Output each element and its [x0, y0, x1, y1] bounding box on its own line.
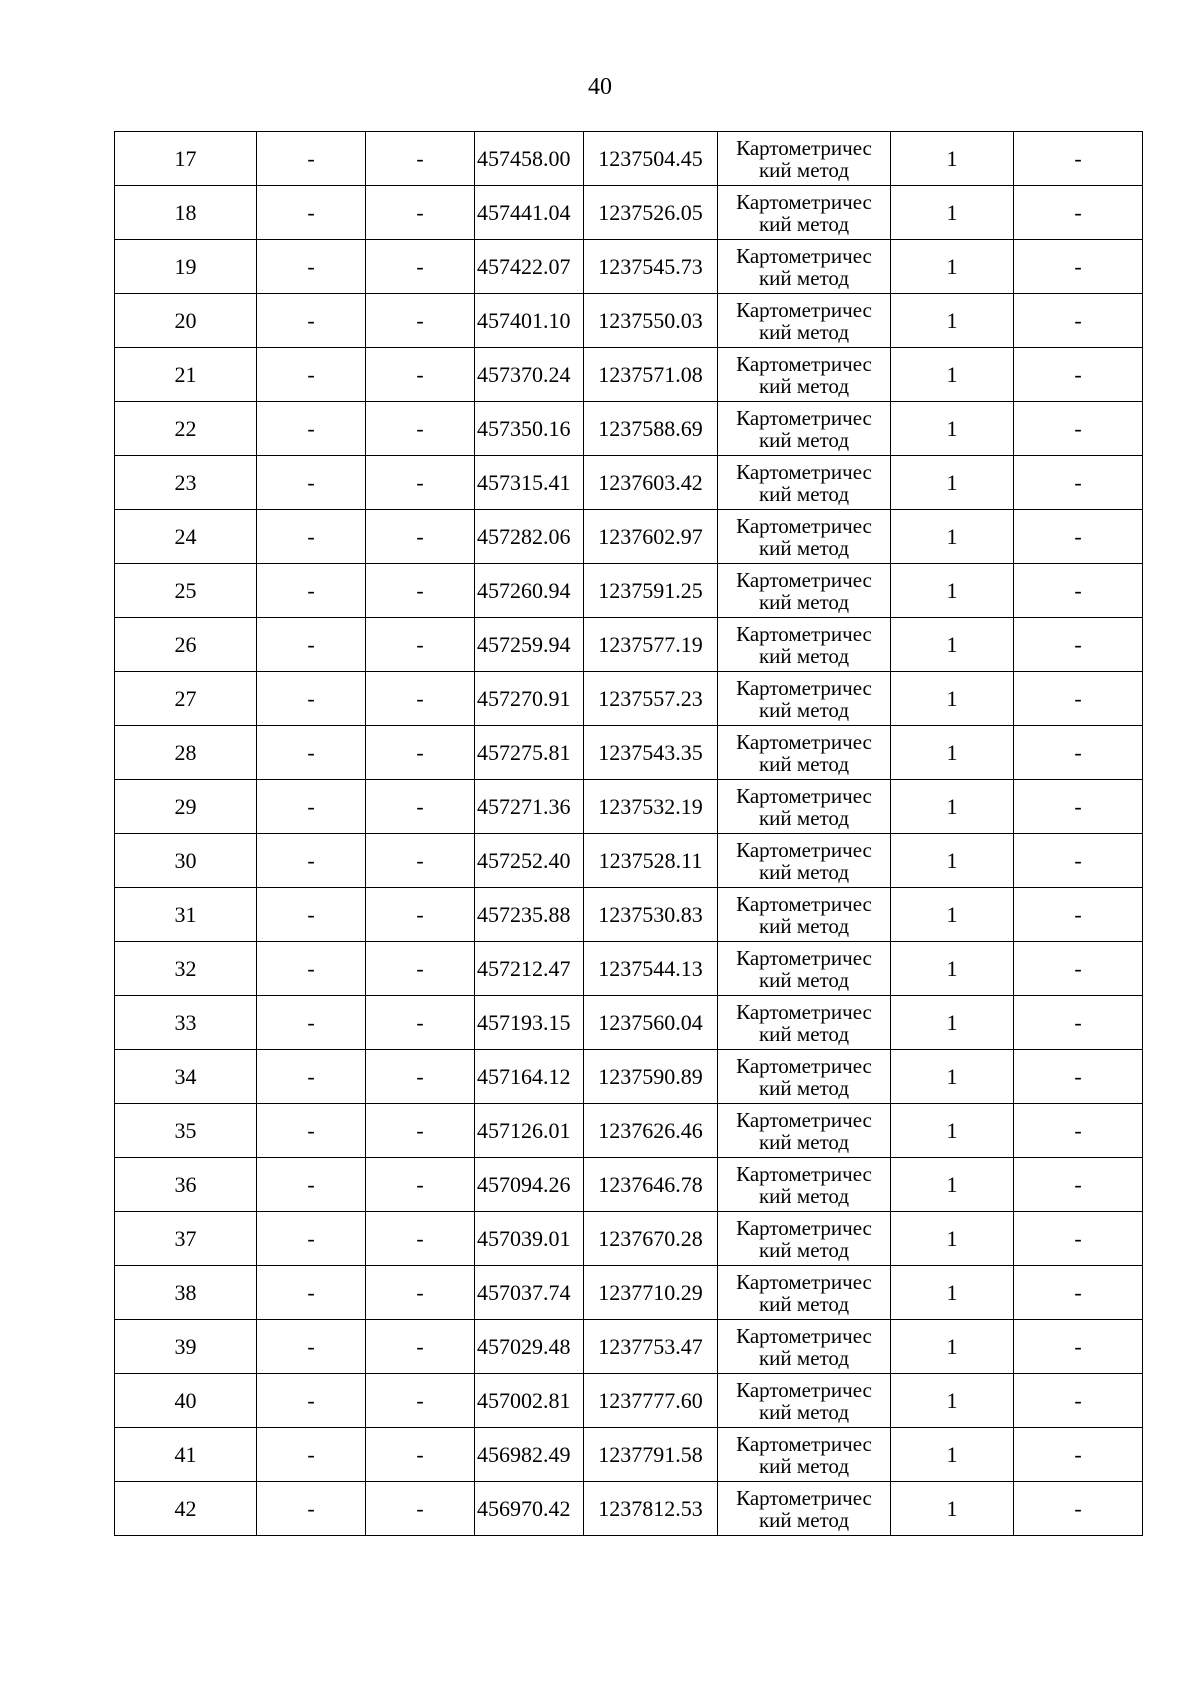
cell-method: [718, 618, 891, 672]
table-row: [115, 564, 1143, 618]
method-line-2: кий метод: [758, 1507, 850, 1532]
cell-y-coordinate: 1237571.08: [584, 348, 718, 402]
table-row: [115, 672, 1143, 726]
cell-y-coordinate: 1237602.97: [584, 510, 718, 564]
cell-last: -: [1014, 834, 1143, 888]
cell-col2: -: [257, 132, 366, 186]
cell-col2: -: [257, 618, 366, 672]
cell-y-coordinate: 1237504.45: [584, 132, 718, 186]
cell-col3: -: [366, 726, 475, 780]
cell-last: -: [1014, 348, 1143, 402]
cell-accuracy: 1: [891, 456, 1014, 510]
cell-point-number: 24: [115, 510, 257, 564]
table-row: [115, 456, 1143, 510]
cell-point-number: 31: [115, 888, 257, 942]
table-row: [115, 834, 1143, 888]
cell-y-coordinate: 1237526.05: [584, 186, 718, 240]
cell-method: [718, 186, 891, 240]
cell-x-coordinate: 457315.41: [475, 456, 584, 510]
cell-col2: -: [257, 1428, 366, 1482]
cell-method: [718, 1158, 891, 1212]
cell-accuracy: 1: [891, 1266, 1014, 1320]
cell-col3: -: [366, 564, 475, 618]
cell-col3: -: [366, 1212, 475, 1266]
cell-x-coordinate: 457039.01: [475, 1212, 584, 1266]
cell-col3: -: [366, 1266, 475, 1320]
table-row: [115, 1158, 1143, 1212]
table-row: [115, 132, 1143, 186]
method-line-1: Картометричес: [736, 1269, 872, 1294]
cell-col3: -: [366, 456, 475, 510]
cell-y-coordinate: 1237791.58: [584, 1428, 718, 1482]
cell-y-coordinate: 1237528.11: [584, 834, 718, 888]
cell-point-number: 21: [115, 348, 257, 402]
table-row: [115, 996, 1143, 1050]
cell-last: -: [1014, 942, 1143, 996]
method-line-1: Картометричес: [736, 999, 872, 1024]
cell-x-coordinate: 457260.94: [475, 564, 584, 618]
cell-accuracy: 1: [891, 942, 1014, 996]
table-row: [115, 348, 1143, 402]
cell-col3: -: [366, 1482, 475, 1536]
cell-col3: -: [366, 780, 475, 834]
cell-col3: -: [366, 1374, 475, 1428]
cell-method: [718, 888, 891, 942]
method-line-2: кий метод: [758, 1075, 850, 1100]
cell-point-number: 41: [115, 1428, 257, 1482]
method-line-1: Картометричес: [736, 243, 872, 268]
method-line-1: Картометричес: [736, 621, 872, 646]
cell-point-number: 28: [115, 726, 257, 780]
method-line-1: Картометричес: [736, 891, 872, 916]
method-line-1: Картометричес: [736, 1161, 872, 1186]
cell-col3: -: [366, 888, 475, 942]
method-line-1: Картометричес: [736, 1485, 872, 1510]
table-row: [115, 294, 1143, 348]
method-line-2: кий метод: [758, 1345, 850, 1370]
method-line-2: кий метод: [758, 373, 850, 398]
cell-col3: -: [366, 348, 475, 402]
method-line-2: кий метод: [758, 319, 850, 344]
cell-col2: -: [257, 510, 366, 564]
cell-point-number: 42: [115, 1482, 257, 1536]
method-line-1: Картометричес: [736, 351, 872, 376]
cell-y-coordinate: 1237812.53: [584, 1482, 718, 1536]
cell-last: -: [1014, 672, 1143, 726]
cell-last: -: [1014, 1320, 1143, 1374]
cell-col2: -: [257, 1374, 366, 1428]
cell-col2: -: [257, 1320, 366, 1374]
cell-y-coordinate: 1237560.04: [584, 996, 718, 1050]
method-line-1: Картометричес: [736, 567, 872, 592]
cell-x-coordinate: 457259.94: [475, 618, 584, 672]
table-row: [115, 726, 1143, 780]
cell-col2: -: [257, 1482, 366, 1536]
cell-accuracy: 1: [891, 672, 1014, 726]
method-line-2: кий метод: [758, 157, 850, 182]
cell-last: -: [1014, 294, 1143, 348]
table-row: [115, 1104, 1143, 1158]
cell-y-coordinate: 1237532.19: [584, 780, 718, 834]
table-row: [115, 888, 1143, 942]
method-line-2: кий метод: [758, 1237, 850, 1262]
cell-last: -: [1014, 888, 1143, 942]
cell-accuracy: 1: [891, 726, 1014, 780]
cell-accuracy: 1: [891, 1482, 1014, 1536]
table-row: [115, 186, 1143, 240]
cell-accuracy: 1: [891, 510, 1014, 564]
cell-last: -: [1014, 132, 1143, 186]
cell-y-coordinate: 1237591.25: [584, 564, 718, 618]
cell-point-number: 27: [115, 672, 257, 726]
cell-method: [718, 1266, 891, 1320]
cell-accuracy: 1: [891, 1374, 1014, 1428]
cell-x-coordinate: 457275.81: [475, 726, 584, 780]
cell-last: -: [1014, 456, 1143, 510]
table-row: [115, 942, 1143, 996]
cell-col2: -: [257, 1266, 366, 1320]
cell-col2: -: [257, 942, 366, 996]
cell-col3: -: [366, 240, 475, 294]
cell-accuracy: 1: [891, 996, 1014, 1050]
cell-point-number: 35: [115, 1104, 257, 1158]
cell-accuracy: 1: [891, 1212, 1014, 1266]
cell-col3: -: [366, 132, 475, 186]
cell-method: [718, 1374, 891, 1428]
cell-col2: -: [257, 1050, 366, 1104]
method-line-2: кий метод: [758, 589, 850, 614]
cell-y-coordinate: 1237544.13: [584, 942, 718, 996]
method-line-1: Картометричес: [736, 783, 872, 808]
method-line-1: Картометричес: [736, 1377, 872, 1402]
cell-y-coordinate: 1237545.73: [584, 240, 718, 294]
table-row: [115, 1266, 1143, 1320]
cell-x-coordinate: 457252.40: [475, 834, 584, 888]
table-row: [115, 510, 1143, 564]
cell-x-coordinate: 457126.01: [475, 1104, 584, 1158]
cell-point-number: 38: [115, 1266, 257, 1320]
cell-col3: -: [366, 186, 475, 240]
cell-point-number: 39: [115, 1320, 257, 1374]
cell-accuracy: 1: [891, 1050, 1014, 1104]
cell-method: [718, 672, 891, 726]
cell-y-coordinate: 1237590.89: [584, 1050, 718, 1104]
cell-point-number: 23: [115, 456, 257, 510]
table-row: [115, 1482, 1143, 1536]
cell-last: -: [1014, 1428, 1143, 1482]
cell-accuracy: 1: [891, 186, 1014, 240]
table-row: [115, 402, 1143, 456]
method-line-2: кий метод: [758, 535, 850, 560]
cell-x-coordinate: 457235.88: [475, 888, 584, 942]
cell-method: [718, 780, 891, 834]
cell-col3: -: [366, 1320, 475, 1374]
cell-y-coordinate: 1237557.23: [584, 672, 718, 726]
cell-x-coordinate: 457193.15: [475, 996, 584, 1050]
cell-y-coordinate: 1237710.29: [584, 1266, 718, 1320]
cell-method: [718, 1212, 891, 1266]
cell-x-coordinate: 457458.00: [475, 132, 584, 186]
table-row: [115, 1374, 1143, 1428]
cell-point-number: 26: [115, 618, 257, 672]
method-line-1: Картометричес: [736, 945, 872, 970]
cell-x-coordinate: 457094.26: [475, 1158, 584, 1212]
cell-col3: -: [366, 1050, 475, 1104]
coordinates-table: [114, 131, 1143, 1536]
cell-col2: -: [257, 888, 366, 942]
method-line-2: кий метод: [758, 427, 850, 452]
cell-accuracy: 1: [891, 834, 1014, 888]
method-line-2: кий метод: [758, 697, 850, 722]
cell-x-coordinate: 457271.36: [475, 780, 584, 834]
cell-method: [718, 1428, 891, 1482]
cell-col2: -: [257, 186, 366, 240]
method-line-2: кий метод: [758, 643, 850, 668]
cell-y-coordinate: 1237626.46: [584, 1104, 718, 1158]
method-line-1: Картометричес: [736, 405, 872, 430]
cell-last: -: [1014, 618, 1143, 672]
cell-last: -: [1014, 1050, 1143, 1104]
cell-method: [718, 510, 891, 564]
cell-method: [718, 942, 891, 996]
cell-x-coordinate: 457029.48: [475, 1320, 584, 1374]
cell-col3: -: [366, 1104, 475, 1158]
cell-accuracy: 1: [891, 1428, 1014, 1482]
cell-last: -: [1014, 996, 1143, 1050]
cell-last: -: [1014, 1158, 1143, 1212]
table-row: [115, 1050, 1143, 1104]
cell-col2: -: [257, 1212, 366, 1266]
cell-last: -: [1014, 1482, 1143, 1536]
cell-accuracy: 1: [891, 1320, 1014, 1374]
cell-last: -: [1014, 510, 1143, 564]
cell-last: -: [1014, 1266, 1143, 1320]
method-line-1: Картометричес: [736, 1053, 872, 1078]
cell-x-coordinate: 457441.04: [475, 186, 584, 240]
cell-accuracy: 1: [891, 348, 1014, 402]
cell-x-coordinate: 456982.49: [475, 1428, 584, 1482]
method-line-2: кий метод: [758, 1183, 850, 1208]
cell-col3: -: [366, 834, 475, 888]
cell-method: [718, 456, 891, 510]
method-line-2: кий метод: [758, 859, 850, 884]
method-line-1: Картометричес: [736, 513, 872, 538]
cell-point-number: 29: [115, 780, 257, 834]
table-row: [115, 1320, 1143, 1374]
cell-col2: -: [257, 402, 366, 456]
method-line-2: кий метод: [758, 265, 850, 290]
cell-method: [718, 996, 891, 1050]
table-row: [115, 1428, 1143, 1482]
cell-point-number: 32: [115, 942, 257, 996]
table-body: [115, 132, 1143, 1536]
cell-point-number: 34: [115, 1050, 257, 1104]
cell-accuracy: 1: [891, 1158, 1014, 1212]
method-line-1: Картометричес: [736, 729, 872, 754]
method-line-1: Картометричес: [736, 1323, 872, 1348]
cell-x-coordinate: 457212.47: [475, 942, 584, 996]
cell-accuracy: 1: [891, 132, 1014, 186]
cell-method: [718, 240, 891, 294]
cell-y-coordinate: 1237577.19: [584, 618, 718, 672]
table-row: [115, 780, 1143, 834]
cell-point-number: 36: [115, 1158, 257, 1212]
cell-point-number: 37: [115, 1212, 257, 1266]
cell-point-number: 33: [115, 996, 257, 1050]
cell-x-coordinate: 457164.12: [475, 1050, 584, 1104]
cell-last: -: [1014, 1104, 1143, 1158]
cell-method: [718, 1104, 891, 1158]
cell-x-coordinate: 457350.16: [475, 402, 584, 456]
cell-x-coordinate: 457401.10: [475, 294, 584, 348]
cell-col2: -: [257, 780, 366, 834]
method-line-1: Картометричес: [736, 1431, 872, 1456]
cell-col3: -: [366, 942, 475, 996]
method-line-2: кий метод: [758, 913, 850, 938]
cell-accuracy: 1: [891, 888, 1014, 942]
method-line-2: кий метод: [758, 751, 850, 776]
cell-col3: -: [366, 294, 475, 348]
cell-col3: -: [366, 402, 475, 456]
cell-point-number: 30: [115, 834, 257, 888]
method-line-2: кий метод: [758, 1453, 850, 1478]
cell-y-coordinate: 1237603.42: [584, 456, 718, 510]
cell-col2: -: [257, 1104, 366, 1158]
cell-last: -: [1014, 1374, 1143, 1428]
cell-y-coordinate: 1237588.69: [584, 402, 718, 456]
cell-y-coordinate: 1237530.83: [584, 888, 718, 942]
cell-x-coordinate: 457270.91: [475, 672, 584, 726]
table-row: [115, 1212, 1143, 1266]
cell-y-coordinate: 1237670.28: [584, 1212, 718, 1266]
cell-x-coordinate: 457370.24: [475, 348, 584, 402]
cell-last: -: [1014, 1212, 1143, 1266]
cell-method: [718, 834, 891, 888]
cell-accuracy: 1: [891, 618, 1014, 672]
cell-method: [718, 1482, 891, 1536]
method-line-2: кий метод: [758, 481, 850, 506]
cell-accuracy: 1: [891, 240, 1014, 294]
cell-col2: -: [257, 726, 366, 780]
cell-x-coordinate: 457282.06: [475, 510, 584, 564]
cell-col3: -: [366, 996, 475, 1050]
cell-x-coordinate: 457002.81: [475, 1374, 584, 1428]
cell-method: [718, 564, 891, 618]
cell-col2: -: [257, 294, 366, 348]
cell-col2: -: [257, 456, 366, 510]
method-line-1: Картометричес: [736, 1107, 872, 1132]
cell-method: [718, 294, 891, 348]
method-line-2: кий метод: [758, 211, 850, 236]
cell-y-coordinate: 1237543.35: [584, 726, 718, 780]
cell-method: [718, 132, 891, 186]
cell-col3: -: [366, 618, 475, 672]
method-line-1: Картометричес: [736, 837, 872, 862]
cell-method: [718, 726, 891, 780]
cell-last: -: [1014, 726, 1143, 780]
cell-col3: -: [366, 510, 475, 564]
method-line-2: кий метод: [758, 1021, 850, 1046]
cell-last: -: [1014, 564, 1143, 618]
cell-method: [718, 348, 891, 402]
cell-x-coordinate: 456970.42: [475, 1482, 584, 1536]
cell-accuracy: 1: [891, 1104, 1014, 1158]
method-line-1: Картометричес: [736, 189, 872, 214]
method-line-2: кий метод: [758, 1129, 850, 1154]
method-line-1: Картометричес: [736, 135, 872, 160]
cell-point-number: 40: [115, 1374, 257, 1428]
cell-col3: -: [366, 1158, 475, 1212]
method-line-1: Картометричес: [736, 297, 872, 322]
cell-col2: -: [257, 348, 366, 402]
method-line-1: Картометричес: [736, 1215, 872, 1240]
method-line-1: Картометричес: [736, 459, 872, 484]
cell-accuracy: 1: [891, 402, 1014, 456]
cell-col2: -: [257, 672, 366, 726]
cell-accuracy: 1: [891, 294, 1014, 348]
cell-col3: -: [366, 672, 475, 726]
method-line-1: Картометричес: [736, 675, 872, 700]
method-line-2: кий метод: [758, 805, 850, 830]
cell-col2: -: [257, 834, 366, 888]
cell-col2: -: [257, 240, 366, 294]
cell-point-number: 22: [115, 402, 257, 456]
cell-x-coordinate: 457037.74: [475, 1266, 584, 1320]
cell-y-coordinate: 1237550.03: [584, 294, 718, 348]
cell-method: [718, 402, 891, 456]
method-line-2: кий метод: [758, 967, 850, 992]
cell-col2: -: [257, 996, 366, 1050]
table-row: [115, 240, 1143, 294]
cell-point-number: 20: [115, 294, 257, 348]
cell-last: -: [1014, 240, 1143, 294]
method-line-2: кий метод: [758, 1291, 850, 1316]
cell-y-coordinate: 1237777.60: [584, 1374, 718, 1428]
cell-col2: -: [257, 564, 366, 618]
cell-method: [718, 1320, 891, 1374]
method-line-2: кий метод: [758, 1399, 850, 1424]
table-row: [115, 618, 1143, 672]
cell-x-coordinate: 457422.07: [475, 240, 584, 294]
cell-y-coordinate: 1237753.47: [584, 1320, 718, 1374]
cell-point-number: 17: [115, 132, 257, 186]
cell-accuracy: 1: [891, 780, 1014, 834]
page-number: 40: [588, 74, 612, 100]
cell-accuracy: 1: [891, 564, 1014, 618]
cell-point-number: 25: [115, 564, 257, 618]
cell-last: -: [1014, 402, 1143, 456]
cell-point-number: 18: [115, 186, 257, 240]
cell-y-coordinate: 1237646.78: [584, 1158, 718, 1212]
cell-method: [718, 1050, 891, 1104]
cell-col3: -: [366, 1428, 475, 1482]
cell-point-number: 19: [115, 240, 257, 294]
cell-last: -: [1014, 780, 1143, 834]
cell-last: -: [1014, 186, 1143, 240]
cell-col2: -: [257, 1158, 366, 1212]
